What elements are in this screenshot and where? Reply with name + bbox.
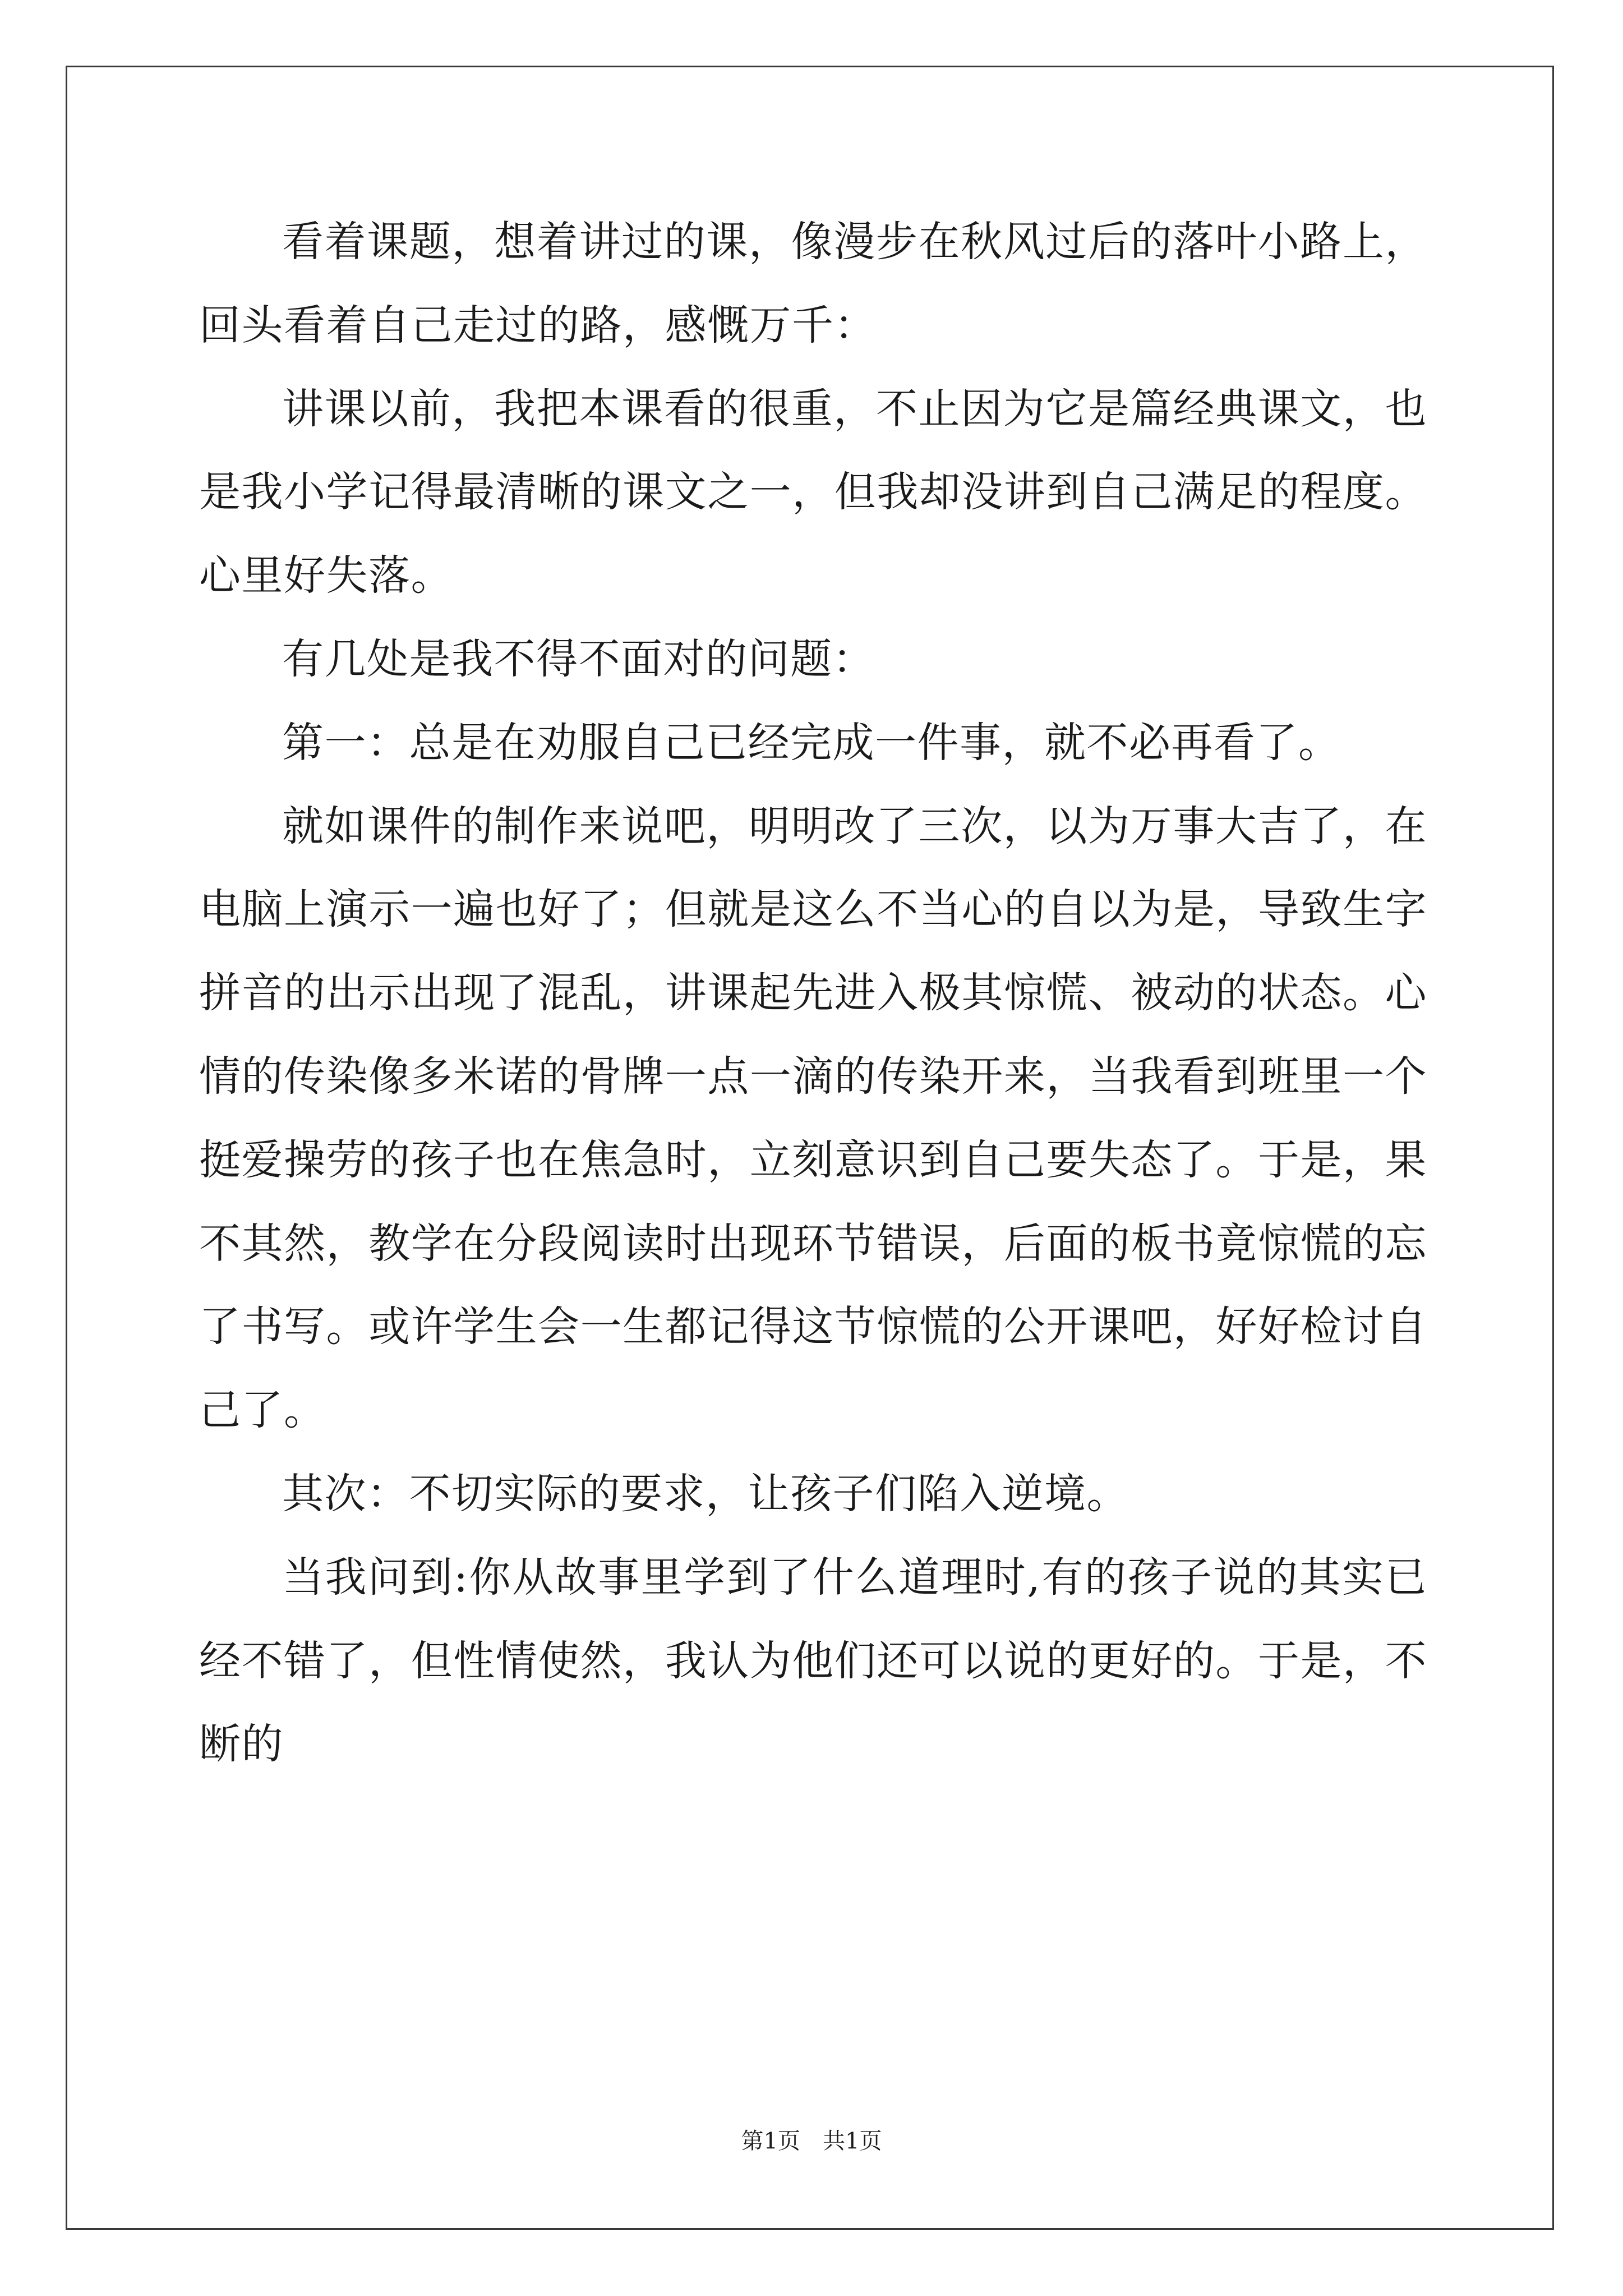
paragraph: 讲课以前，我把本课看的很重，不止因为它是篇经典课文，也是我小学记得最清晰的课文之一，但我却没讲到自己满足的程度。心里好失落。	[199, 384, 1427, 600]
paragraph: 有几处是我不得不面对的问题：	[282, 634, 875, 683]
paragraph: 第一：总是在劝服自己已经完成一件事，就不必再看了。	[282, 718, 1341, 767]
page-footer	[0, 2123, 1623, 2155]
paragraph: 就如课件的制作来说吧，明明改了三次，以为万事大吉了，在电脑上演示一遍也好了；但就是这么不当心的自以为是，导致生字拼音的出示出现了混乱，讲课起先进入极其惊慌、被动的状态。心情的传染像多米诺的骨牌一点一滴的传染开来，当我看到班里一个挺爱操劳的孩子也在焦急时，立刻意识到自己要失态了。于是，果不其然，教学在分段阅读时出现环节错误，后面的板书竟惊慌的忘了书写。或许学生会一生都记得这节惊慌的公开课吧，好好检讨自己了。	[199, 802, 1427, 1435]
paragraph: 其次：不切实际的要求，让孩子们陷入逆境。	[282, 1469, 1129, 1518]
document-body	[199, 200, 1427, 1786]
paragraph: 看着课题，想着讲过的课，像漫步在秋风过后的落叶小路上，回头看着自己走过的路，感慨万千：	[199, 218, 1427, 349]
paragraph: 当我问到:你从故事里学到了什么道理时,有的孩子说的其实已经不错了，但性情使然，我认为他们还可以说的更好的。于是，不断的	[199, 1553, 1427, 1769]
page-number-total: 共1页	[823, 2128, 882, 2154]
page-number-current: 第1页	[741, 2128, 800, 2154]
